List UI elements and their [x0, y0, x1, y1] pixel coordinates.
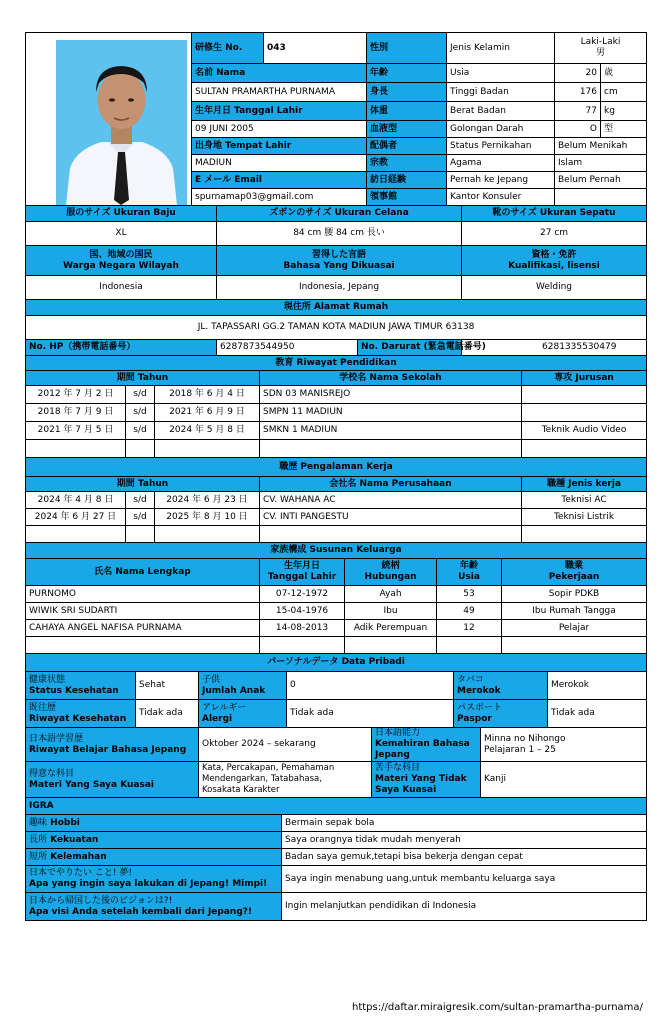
jl-skill-value-2: Pelajaran 1 – 25: [484, 744, 556, 755]
good-subject-label-jp: 得意な科目: [29, 768, 75, 779]
family-dob-label: Tanggal Lahir: [267, 572, 337, 582]
dream-label-jp: 日本でやりたい こと! 夢!: [29, 868, 132, 878]
work-from: 2024 年 4 月 8 日: [26, 492, 126, 509]
shirt-size-label: 服のサイズ Ukuran Baju: [26, 206, 217, 222]
children-label-cell: [199, 672, 287, 700]
language-value: Indonesia, Jepang: [217, 276, 462, 300]
edu-school: SMKN 1 MADIUN: [260, 422, 522, 440]
photo-cell: [26, 33, 192, 206]
dream-label-cell: [26, 866, 282, 893]
family-age-label-jp: 年齢: [459, 561, 478, 571]
weight-value: 77: [555, 102, 601, 121]
shirt-size: XL: [26, 222, 217, 246]
igra-title: IGRA: [26, 798, 647, 815]
good-subject-label-cell: [26, 762, 199, 798]
email-label: E メール Email: [192, 172, 367, 189]
good-subject-value-cell: [199, 762, 372, 798]
table-row: [26, 526, 647, 543]
family-job-label-jp: 職業: [565, 561, 584, 571]
family-dob: 14-08-2013: [260, 620, 345, 637]
gender-value: Laki-Laki: [580, 37, 621, 47]
edu-from: 2012 年 7 月 2 日: [26, 386, 126, 404]
family-table: [25, 542, 647, 654]
jl-skill-label-cell: [372, 728, 481, 762]
edu-empty: [155, 440, 260, 458]
health-label-cell: [26, 672, 136, 700]
hobby-value: Bermain sepak bola: [282, 815, 647, 832]
family-dob-label-cell: [260, 559, 345, 586]
work-company: CV. WAHANA AC: [260, 492, 522, 509]
edu-to: 2018 年 6 月 4 日: [155, 386, 260, 404]
children-value: 0: [287, 672, 454, 700]
children-label: Jumlah Anak: [202, 685, 266, 696]
weak-subject-value: Kanji: [481, 762, 647, 798]
education-title: 教育 Riwayat Pendidikan: [26, 356, 647, 371]
jl-skill-label-jp: 日本語能力: [375, 728, 421, 738]
country-label-jp: 国、地域の国民: [89, 249, 153, 260]
hobby-label: Hobbi: [50, 817, 80, 828]
work-empty: [126, 526, 155, 543]
hp-label: No. HP（携帯電話番号）: [26, 340, 217, 356]
personal-table: [25, 653, 647, 798]
family-dob: 15-04-1976: [260, 603, 345, 620]
smoke-label-cell: [454, 672, 548, 700]
hobby-label-jp: 趣味: [29, 817, 48, 828]
work-table: [25, 457, 647, 543]
jl-skill-value-cell: [481, 728, 647, 762]
allergy-label-jp: アレルギー: [202, 702, 247, 713]
family-dob-label-jp: 生年月日: [283, 561, 320, 571]
country-label-cell: [26, 246, 217, 276]
qualification-label-jp: 資格・免許: [531, 249, 577, 260]
work-empty: [522, 526, 647, 543]
edu-empty: [26, 440, 126, 458]
footer-url[interactable]: https://daftar.miraigresik.com/sultan-pramartha-purnama/: [352, 1002, 643, 1013]
edu-major: Teknik Audio Video: [522, 422, 647, 440]
table-row: [26, 404, 647, 422]
pants-size: 84 cm 腰 84 cm 長い: [217, 222, 462, 246]
emergency-value: 6281335530479: [462, 340, 647, 356]
profile-photo: [56, 40, 187, 205]
language-label-jp: 習得した言語: [312, 249, 367, 260]
religion-value: Islam: [555, 155, 647, 172]
work-empty: [260, 526, 522, 543]
education-major-label: 専攻 Jurusan: [522, 371, 647, 386]
work-period-label: 期間 Tahun: [26, 477, 260, 492]
address-value: JL. TAPASSARI GG.2 TAMAN KOTA MADIUN JAWA TIMUR 63138: [26, 316, 647, 340]
family-rel: Adik Perempuan: [345, 620, 437, 637]
edu-school: SMPN 11 MADIUN: [260, 404, 522, 422]
table-row: [26, 603, 647, 620]
weak-subject-label: Materi Yang Tidak Saya Kuasai: [375, 774, 467, 795]
edu-empty: [126, 440, 155, 458]
work-job: Teknisi Listrik: [522, 509, 647, 526]
height-label: 身長: [367, 83, 447, 102]
edu-empty: [260, 440, 522, 458]
visit-desc: Pernah ke Jepang: [447, 172, 555, 189]
table-row: [26, 637, 647, 654]
family-rel: Ibu: [345, 603, 437, 620]
email-value: spurnamap03@gmail.com: [192, 189, 367, 206]
history-label-jp: 既往歴: [29, 702, 57, 713]
edu-sep: s/d: [126, 386, 155, 404]
strength-label-cell: [26, 832, 282, 849]
jl-study-value: Oktober 2024 – sekarang: [199, 728, 372, 762]
edu-major: [522, 404, 647, 422]
family-age-label: Usia: [458, 572, 480, 582]
family-age: 49: [437, 603, 502, 620]
vision-label-cell: [26, 893, 282, 921]
vision-label-jp: 日本から帰国した後のビジョンは?!: [29, 895, 173, 906]
weight-unit: kg: [601, 102, 647, 121]
jl-skill-value-1: Minna no Nihongo: [484, 733, 566, 744]
jl-study-label-jp: 日本語学習歴: [29, 733, 84, 744]
health-label: Status Kesehatan: [29, 685, 119, 696]
emergency-label: No. Darurat (緊急電話番号): [358, 340, 462, 356]
family-name: WIWIK SRI SUDARTI: [26, 603, 260, 620]
edu-to: 2021 年 6 月 9 日: [155, 404, 260, 422]
personal-title: パーソナルデータ Data Pribadi: [26, 654, 647, 672]
shoe-size-label: 靴のサイズ Ukuran Sepatu: [462, 206, 647, 222]
weakness-label: Kelemahan: [50, 851, 107, 862]
strength-label-jp: 長所: [29, 834, 48, 845]
passport-value: Tidak ada: [548, 700, 647, 728]
hobby-label-cell: [26, 815, 282, 832]
good-subject-value-2: Mendengarkan, Tatabahasa,: [202, 774, 322, 784]
family-empty: [345, 637, 437, 654]
table-row: [26, 440, 647, 458]
table-row: [26, 586, 647, 603]
family-age: 53: [437, 586, 502, 603]
language-label: Bahasa Yang Dikuasai: [283, 260, 395, 271]
family-age-label-cell: [437, 559, 502, 586]
edu-sep: s/d: [126, 404, 155, 422]
weight-desc: Berat Badan: [447, 102, 555, 121]
dream-value: Saya ingin menabung uang,untuk membantu keluarga saya: [282, 866, 647, 893]
passport-label-cell: [454, 700, 548, 728]
family-name-label: 氏名 Nama Lengkap: [26, 559, 260, 586]
gender-label: 性別: [367, 33, 447, 64]
country-value: Indonesia: [26, 276, 217, 300]
edu-sep: s/d: [126, 422, 155, 440]
qualification-value: Welding: [462, 276, 647, 300]
good-subject-value-1: Kata, Percakapan, Pemahaman: [202, 763, 335, 773]
good-subject-label: Materi Yang Saya Kuasai: [29, 779, 155, 790]
passport-label: Paspor: [457, 713, 492, 724]
family-job-label: Pekerjaan: [548, 572, 600, 582]
qualification-label: Kualifikasi, lisensi: [508, 260, 600, 271]
birthdate-label: 生年月日 Tanggal Lahir: [192, 102, 367, 121]
education-table: [25, 355, 647, 458]
family-age: 12: [437, 620, 502, 637]
children-label-jp: 子供: [202, 674, 221, 685]
family-empty: [26, 637, 260, 654]
smoke-value: Merokok: [548, 672, 647, 700]
blood-unit: 型: [601, 121, 647, 138]
smoke-label-jp: タバコ: [457, 674, 484, 685]
weakness-label-jp: 短所: [29, 851, 48, 862]
work-company-label: 会社名 Nama Perusahaan: [260, 477, 522, 492]
family-rel-label-jp: 続柄: [381, 561, 400, 571]
address-title: 現住所 Alamat Rumah: [26, 300, 647, 316]
education-school-label: 学校名 Nama Sekolah: [260, 371, 522, 386]
education-period-label: 期間 Tahun: [26, 371, 260, 386]
passport-label-jp: パスポート: [457, 702, 503, 713]
consulate-label: 領事館: [367, 189, 447, 206]
family-job: Pelajar: [502, 620, 647, 637]
work-sep: s/d: [126, 509, 155, 526]
visit-value: Belum Pernah: [555, 172, 647, 189]
consulate-desc: Kantor Konsuler: [447, 189, 555, 206]
trainee-no: 043: [264, 33, 367, 64]
weight-label: 体重: [367, 102, 447, 121]
language-label-cell: [217, 246, 462, 276]
dream-label: Apa yang ingin saya lakukan di Jepang! Mimpi!: [29, 879, 268, 889]
strength-label: Kekuatan: [50, 834, 99, 845]
weakness-label-cell: [26, 849, 282, 866]
health-value: Sehat: [136, 672, 199, 700]
table-row: [26, 620, 647, 637]
edu-to: 2024 年 5 月 8 日: [155, 422, 260, 440]
weakness-value: Badan saya gemuk,tetapi bisa bekerja dengan cepat: [282, 849, 647, 866]
edu-from: 2021 年 7 月 5 日: [26, 422, 126, 440]
name-value: SULTAN PRAMARTHA PURNAMA: [192, 83, 367, 102]
family-rel-label-cell: [345, 559, 437, 586]
age-value: 20: [555, 64, 601, 83]
edu-empty: [522, 440, 647, 458]
work-empty: [155, 526, 260, 543]
family-empty: [502, 637, 647, 654]
family-empty: [437, 637, 502, 654]
edu-major: [522, 386, 647, 404]
trainee-no-label: 研修生 No.: [192, 33, 264, 64]
blood-value: O: [555, 121, 601, 138]
sizes-table: [25, 205, 647, 356]
history-label-cell: [26, 700, 136, 728]
shoe-size: 27 cm: [462, 222, 647, 246]
consulate-value: [555, 189, 647, 206]
allergy-label: Alergi: [202, 713, 233, 724]
family-rel-label: Hubungan: [364, 572, 417, 582]
edu-school: SDN 03 MANISREJO: [260, 386, 522, 404]
family-name: PURNOMO: [26, 586, 260, 603]
family-title: 家族構成 Susunan Keluarga: [26, 543, 647, 559]
spouse-desc: Status Pernikahan: [447, 138, 555, 155]
jl-skill-label: Kemahiran Bahasa Jepang: [375, 739, 470, 760]
gender-jp: 男: [595, 48, 605, 58]
work-from: 2024 年 6 月 27 日: [26, 509, 126, 526]
birthplace-label: 出身地 Tempat Lahir: [192, 138, 367, 155]
visit-label: 訪日経験: [367, 172, 447, 189]
table-row: [26, 509, 647, 526]
weak-subject-label-jp: 苦手な科目: [375, 763, 421, 773]
allergy-label-cell: [199, 700, 287, 728]
age-label: 年齢: [367, 64, 447, 83]
religion-label: 宗教: [367, 155, 447, 172]
name-label: 名前 Nama: [192, 64, 367, 83]
height-unit: cm: [601, 83, 647, 102]
age-unit: 歳: [601, 64, 647, 83]
pants-size-label: ズボンのサイズ Ukuran Celana: [217, 206, 462, 222]
history-label: Riwayat Kesehatan: [29, 713, 127, 724]
good-subject-value-3: Kosakata Karakter: [202, 785, 280, 795]
work-empty: [26, 526, 126, 543]
table-row: [26, 492, 647, 509]
family-job: Ibu Rumah Tangga: [502, 603, 647, 620]
age-desc: Usia: [447, 64, 555, 83]
work-company: CV. INTI PANGESTU: [260, 509, 522, 526]
gender-value-cell: [555, 33, 647, 64]
qualification-label-cell: [462, 246, 647, 276]
bio-table: [25, 32, 647, 206]
family-dob: 07-12-1972: [260, 586, 345, 603]
history-value: Tidak ada: [136, 700, 199, 728]
family-job-label-cell: [502, 559, 647, 586]
spouse-label: 配偶者: [367, 138, 447, 155]
height-desc: Tinggi Badan: [447, 83, 555, 102]
work-to: 2025 年 8 月 10 日: [155, 509, 260, 526]
family-rel: Ayah: [345, 586, 437, 603]
smoke-label: Merokok: [457, 685, 501, 696]
family-job: Sopir PDKB: [502, 586, 647, 603]
blood-label: 血液型: [367, 121, 447, 138]
allergy-value: Tidak ada: [287, 700, 454, 728]
work-title: 職歴 Pengalaman Kerja: [26, 458, 647, 477]
work-sep: s/d: [126, 492, 155, 509]
igra-table: [25, 797, 647, 921]
country-label: Warga Negara Wilayah: [63, 260, 179, 271]
work-to: 2024 年 6 月 23 日: [155, 492, 260, 509]
blood-desc: Golongan Darah: [447, 121, 555, 138]
birthplace-value: MADIUN: [192, 155, 367, 172]
hp-value: 6287873544950: [217, 340, 358, 356]
family-name: CAHAYA ANGEL NAFISA PURNAMA: [26, 620, 260, 637]
cv-sheet: [25, 32, 646, 921]
religion-desc: Agama: [447, 155, 555, 172]
edu-from: 2018 年 7 月 9 日: [26, 404, 126, 422]
table-row: [26, 422, 647, 440]
jl-study-label: Riwayat Belajar Bahasa Jepang: [29, 744, 187, 755]
table-row: [26, 386, 647, 404]
gender-desc: Jenis Kelamin: [447, 33, 555, 64]
strength-value: Saya orangnya tidak mudah menyerah: [282, 832, 647, 849]
work-job-label: 職種 Jenis kerja: [522, 477, 647, 492]
spouse-value: Belum Menikah: [555, 138, 647, 155]
birthdate-value: 09 JUNI 2005: [192, 121, 367, 138]
height-value: 176: [555, 83, 601, 102]
health-label-jp: 健康状態: [29, 674, 66, 685]
family-empty: [260, 637, 345, 654]
vision-value: Ingin melanjutkan pendidikan di Indonesia: [282, 893, 647, 921]
vision-label: Apa visi Anda setelah kembali dari Jepang?!: [29, 906, 253, 917]
work-job: Teknisi AC: [522, 492, 647, 509]
weak-subject-label-cell: [372, 762, 481, 798]
jl-study-label-cell: [26, 728, 199, 762]
